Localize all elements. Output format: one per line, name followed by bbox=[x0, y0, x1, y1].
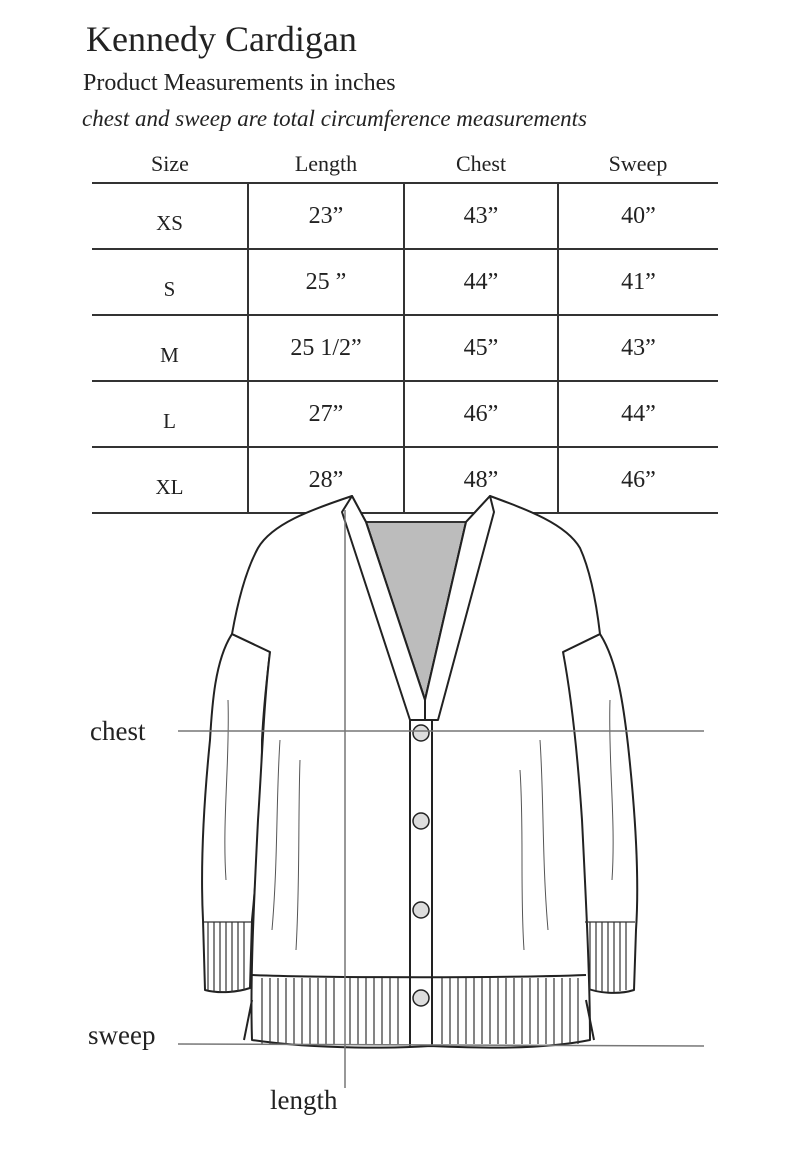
length-cell: 23” bbox=[248, 183, 404, 249]
button-icon bbox=[413, 725, 429, 741]
chest-cell: 46” bbox=[404, 381, 558, 447]
table-row bbox=[92, 315, 718, 381]
chest-cell: 44” bbox=[404, 249, 558, 315]
column-header-chest: Chest bbox=[404, 145, 558, 183]
length-cell: 27” bbox=[248, 381, 404, 447]
length-cell: 25 ” bbox=[248, 249, 404, 315]
page-title: Kennedy Cardigan bbox=[86, 19, 357, 59]
column-header-size: Size bbox=[92, 145, 248, 183]
sweep-cell: 41” bbox=[558, 249, 718, 315]
sweep-cell: 43” bbox=[558, 315, 718, 381]
button-icon bbox=[413, 902, 429, 918]
size-cell: L bbox=[92, 381, 248, 447]
column-header-sweep: Sweep bbox=[558, 145, 718, 183]
chest-cell: 48” bbox=[404, 447, 558, 513]
sweep-label: sweep bbox=[88, 1020, 156, 1050]
chest-label: chest bbox=[90, 716, 146, 746]
page-subtitle: Product Measurements in inches bbox=[83, 70, 396, 96]
chest-cell: 43” bbox=[404, 183, 558, 249]
sweep-measure-line bbox=[178, 1044, 704, 1046]
table-row bbox=[92, 249, 718, 315]
length-label: length bbox=[270, 1085, 338, 1115]
length-cell: 25 1/2” bbox=[248, 315, 404, 381]
size-cell: XS bbox=[92, 183, 248, 249]
table-header-row bbox=[92, 145, 718, 183]
sweep-cell: 44” bbox=[558, 381, 718, 447]
button-icon bbox=[413, 990, 429, 1006]
sweep-cell: 46” bbox=[558, 447, 718, 513]
sweep-cell: 40” bbox=[558, 183, 718, 249]
size-cell: S bbox=[92, 249, 248, 315]
table-row bbox=[92, 381, 718, 447]
length-cell: 28” bbox=[248, 447, 404, 513]
size-chart-table bbox=[92, 145, 718, 514]
size-cell: M bbox=[92, 315, 248, 381]
table-row bbox=[92, 183, 718, 249]
chest-cell: 45” bbox=[404, 315, 558, 381]
column-header-length: Length bbox=[248, 145, 404, 183]
measurement-note: chest and sweep are total circumference measurements bbox=[82, 106, 588, 131]
size-cell: XL bbox=[92, 447, 248, 513]
button-icon bbox=[413, 813, 429, 829]
